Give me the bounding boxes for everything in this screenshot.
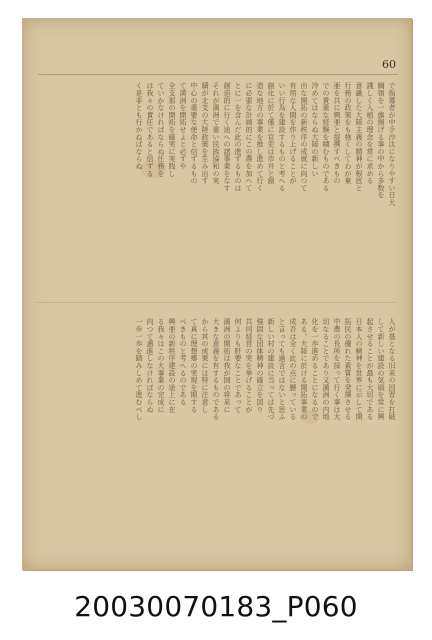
text-column: で指導者が中手沙汰になりやすい日大 (388, 82, 396, 207)
header-rule (38, 74, 398, 75)
text-column: 人が基となる旧来の因習を打破 (388, 318, 396, 421)
text-column: 中心の重要な使命と信ずるもの (190, 82, 198, 185)
text-column: 冷めてはならぬ大陸の新しい (311, 82, 319, 177)
page-number: 60 (382, 58, 396, 71)
text-column: それが満洲で重い民族協和の実 (212, 82, 220, 185)
text-column: 中農の長所を採って行く事は大 (333, 318, 341, 421)
section-divider (36, 302, 396, 303)
text-column: とに一を含んだ此の進ずるものは (234, 82, 242, 192)
text-column: べきものと考へるのである (179, 318, 187, 406)
text-column: 由な開拓の新秩序の成就に向つて (300, 82, 308, 192)
text-column: 謹しく入植の理念を常に求める (366, 82, 374, 185)
text-column: いい行為を建設するものと考へる (278, 82, 286, 192)
text-column: 強固な団体精神の確立を図り (256, 318, 264, 413)
text-column: 拓民の優れた素質を発揮させる (344, 318, 352, 421)
text-column: は我々の責任であると信ずる (146, 82, 154, 177)
text-column: 切なることであり又満洲の内地 (322, 318, 330, 421)
text-column: 意識した大陸主義の精神が根底と (355, 82, 363, 192)
text-block-top (36, 82, 396, 297)
text-column: 満洲の開拓は我が国の将来に (223, 318, 231, 413)
text-column: して新しい建設の気風を常に興 (377, 318, 385, 421)
text-column: て満洲を開拓せよと必ずや (179, 82, 187, 170)
text-column: 創化に於て僅に官吏は市井と創 (267, 82, 275, 185)
text-column: 一歩一歩を踏みしめて進むべし (135, 318, 143, 421)
text-column: 興亜の新秩序建設の途上に在 (168, 318, 176, 413)
text-column: 行務の政策をも強くしてわが東 (344, 82, 352, 185)
text-column: と言っても過言ではないと思ふ (278, 318, 286, 421)
text-column: 綱領を一旗揚げる事の中から多数を (377, 82, 385, 199)
text-column: 成否は全く此の点に懸っている (289, 318, 297, 421)
text-column: 大きな意義を有するものである (212, 318, 220, 421)
text-column: 新しい村の建設に当っては先づ (267, 318, 275, 421)
text-column: 績が北支の大陸政策を生み出す (201, 82, 209, 185)
text-column: て真に理想郷の実現を期する (190, 318, 198, 413)
text-column: 全支那の開拓を確実に実践し (168, 82, 176, 177)
text-column: ていかなければならぬ任務を (157, 82, 165, 177)
text-column: 造な地方の事業を推し進めて行く (256, 82, 264, 192)
text-column: 創造的に行く途への諸事業をなす (223, 82, 231, 192)
text-column: での貴重な経験を積むものである (322, 82, 330, 192)
text-block-bottom (36, 318, 396, 554)
image-caption: 20030070183_P060 (74, 590, 358, 623)
text-column: 日本人の精神を世界に示して開 (355, 318, 363, 421)
text-column: から其の成果には特に注意し (201, 318, 209, 413)
text-column: 向つて邁進しなければならぬ (146, 318, 154, 413)
text-column: 有用な人間を作り上げることが (289, 82, 297, 185)
text-column: ある。大陸に於ける開拓事業の (300, 318, 308, 421)
text-column: 何よりも肝要なことであって (234, 318, 242, 413)
text-column: 起させることが最も大切である (366, 318, 374, 421)
text-column: く是非とも行かねばならぬ (135, 82, 143, 170)
text-column: 化を一歩進めることになるので (311, 318, 319, 421)
text-column: 共同経営の実を挙げることが (245, 318, 253, 413)
text-column: 亜を共に興亜と提携すべきもの (333, 82, 341, 185)
text-column: る我々はこの大事業の完成に (157, 318, 165, 413)
text-column: に必要な計画的にこの農を加へて (245, 82, 253, 192)
